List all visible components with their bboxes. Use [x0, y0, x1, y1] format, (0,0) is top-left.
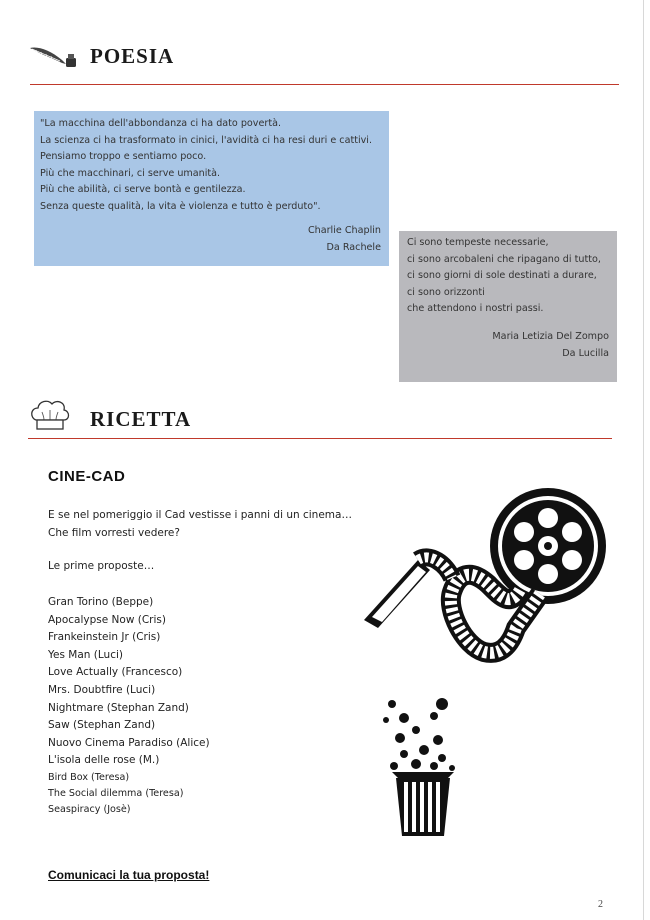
intro-line: Che film vorresti vedere?: [48, 526, 180, 539]
quote-author: Maria Letizia Del Zompo: [492, 331, 609, 342]
proposals-label: Le prime proposte…: [48, 560, 155, 572]
list-item: Love Actually (Francesco): [48, 666, 183, 679]
list-item: The Social dilemma (Teresa): [48, 787, 184, 799]
list-item: Apocalypse Now (Cris): [48, 613, 166, 626]
recipe-header: [28, 398, 191, 436]
quote-line: Ci sono tempeste necessarie,: [407, 237, 549, 248]
quote-line: "La macchina dell'abbondanza ci ha dato povertà.: [40, 118, 282, 129]
intro-line: E se nel pomeriggio il Cad vestisse i panni di un cinema…: [48, 509, 352, 521]
list-item: Bird Box (Teresa): [48, 771, 130, 783]
film-list: [48, 594, 210, 817]
page-edge: [643, 0, 644, 920]
quote-author: Charlie Chaplin: [307, 225, 381, 236]
recipe-title: RICETTA: [90, 406, 192, 431]
film-reel-icon: [360, 478, 620, 678]
quote-line: La scienza ci ha trasformato in cinici, l'avidità ci ha resi duri e cattivi.: [40, 134, 373, 146]
poetry-header: [28, 42, 174, 70]
page-number: 2: [598, 899, 603, 910]
quote-line: che attendono i nostri passi.: [407, 303, 544, 314]
quote-line: Più che macchinari, ci serve umanità.: [40, 167, 221, 179]
quill-ink-icon: [28, 42, 80, 70]
list-item: Frankeinstein Jr (Cris): [48, 631, 161, 644]
cine-cad-title: CINE-CAD: [48, 468, 126, 485]
list-item: Seaspiracy (Josè): [48, 803, 131, 815]
quote-line: Pensiamo troppo e sentiamo poco.: [40, 151, 207, 162]
popcorn-icon: [376, 694, 466, 836]
quote-contributor: Da Rachele: [326, 241, 381, 253]
quote-line: ci sono giorni di sole destinati a durare,: [407, 270, 597, 281]
quote-signature: [308, 223, 381, 256]
list-item: Yes Man (Luci): [48, 648, 123, 661]
quote-box-del-zompo: [399, 231, 617, 382]
list-item: Nuovo Cinema Paradiso (Alice): [48, 736, 210, 749]
quote-box-chaplin: [34, 111, 389, 266]
chef-hat-icon: [28, 398, 72, 436]
poetry-rule: [30, 84, 619, 85]
intro-text: [48, 507, 352, 542]
quote-line: ci sono arcobaleni che ripagano di tutto,: [407, 253, 601, 265]
quote-line: Senza queste qualità, la vita è violenza e tutto è perduto".: [40, 200, 321, 212]
list-item: Mrs. Doubtfire (Luci): [48, 683, 156, 696]
call-to-action: Comunicaci la tua proposta!: [48, 868, 210, 882]
list-item: L'isola delle rose (M.): [48, 754, 160, 767]
quote-signature: [492, 329, 609, 362]
quote-line: Più che abilità, ci serve bontà e gentilezza.: [40, 184, 246, 195]
quote-line: ci sono orizzonti: [407, 286, 485, 298]
poetry-title: POESIA: [90, 43, 175, 68]
recipe-rule: [28, 438, 612, 439]
list-item: Saw (Stephan Zand): [48, 719, 156, 732]
list-item: Nightmare (Stephan Zand): [48, 701, 189, 714]
list-item: Gran Torino (Beppe): [48, 596, 154, 608]
quote-contributor: Da Lucilla: [562, 347, 609, 359]
